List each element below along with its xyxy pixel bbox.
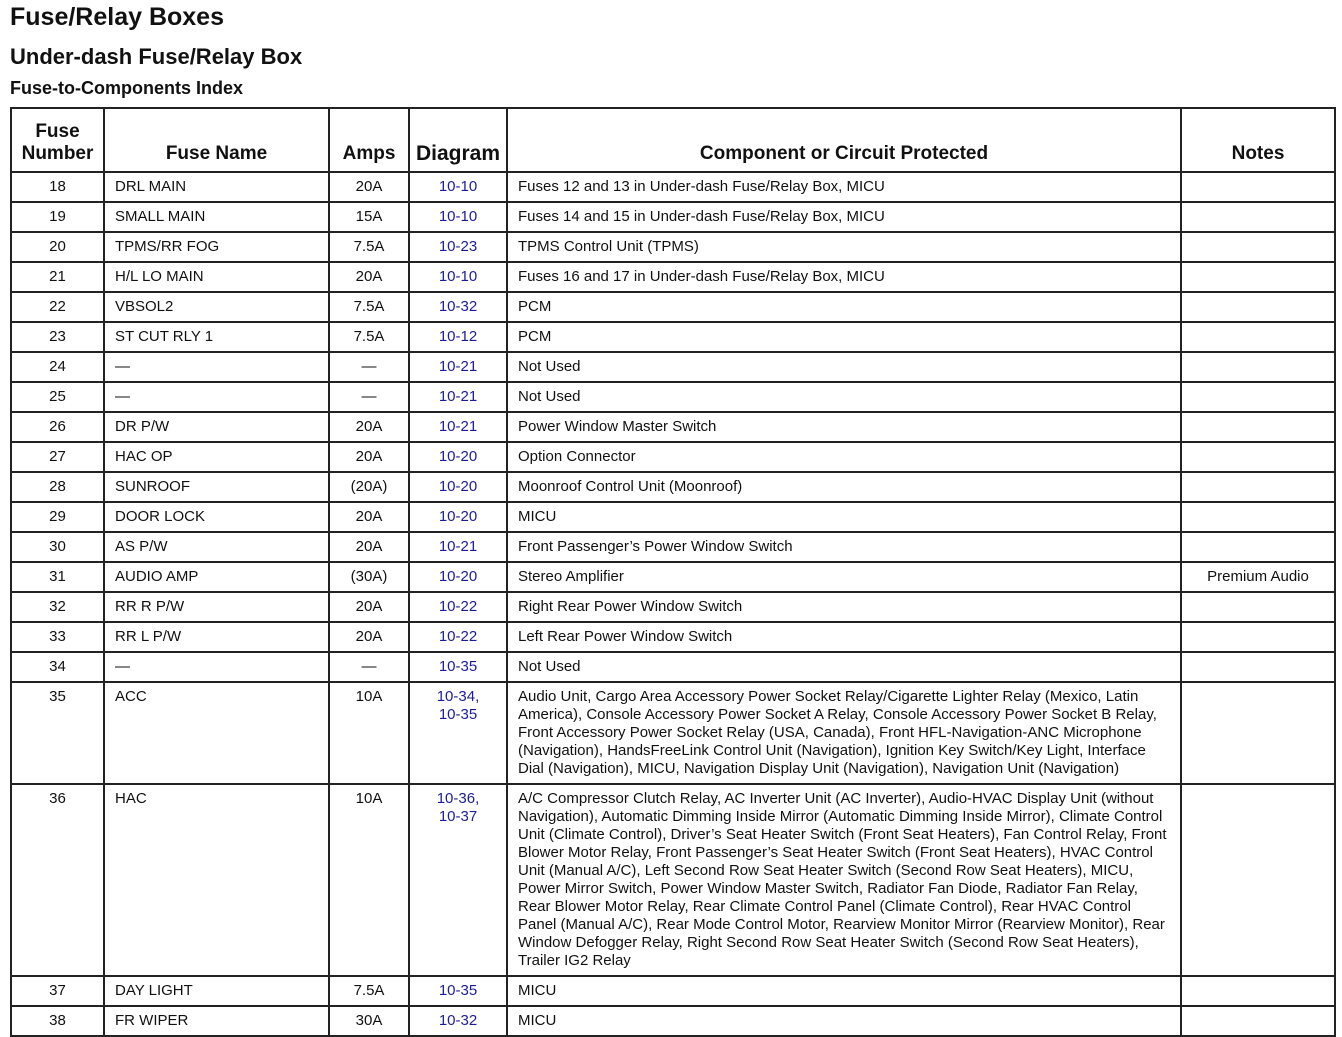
component-cell: Audio Unit, Cargo Area Accessory Power Socket Relay/Cigarette Lighter Relay (Mexico, Latin America), Console Accessory Power Socket A Relay, Console Accessory Power Socket B Relay, Front Accessory Power Socket Relay (USA, Canada), Front HFL-Navigation-ANC Microphone (Navigation), HandsFreeLink Control Unit (Navigation), Ignition Key Switch/Key Light, Interface Dial (Navigation), MICU, Navigation Display Unit (Navigation), Navigation Unit (Navigation) xyxy=(507,682,1181,784)
component-cell: TPMS Control Unit (TPMS) xyxy=(507,232,1181,262)
diagram-link[interactable]: 10-20 xyxy=(409,562,507,592)
table-row xyxy=(11,652,1335,682)
fuse-name-cell: RR R P/W xyxy=(104,592,329,622)
component-cell: Not Used xyxy=(507,352,1181,382)
diagram-link[interactable]: 10-21 xyxy=(409,412,507,442)
diagram-link[interactable]: 10-32 xyxy=(409,1006,507,1036)
diagram-link[interactable]: 10-22 xyxy=(409,592,507,622)
component-cell: Left Rear Power Window Switch xyxy=(507,622,1181,652)
notes-cell xyxy=(1181,202,1335,232)
table-row xyxy=(11,292,1335,322)
notes-cell xyxy=(1181,172,1335,202)
fuse-name-cell: TPMS/RR FOG xyxy=(104,232,329,262)
notes-cell xyxy=(1181,472,1335,502)
notes-cell xyxy=(1181,502,1335,532)
fuse-number-cell: 19 xyxy=(11,202,104,232)
notes-cell xyxy=(1181,232,1335,262)
component-cell: Fuses 12 and 13 in Under-dash Fuse/Relay Box, MICU xyxy=(507,172,1181,202)
notes-cell xyxy=(1181,532,1335,562)
diagram-link[interactable]: 10-21 xyxy=(409,352,507,382)
fuse-name-cell: DOOR LOCK xyxy=(104,502,329,532)
table-row xyxy=(11,1006,1335,1036)
fuse-number-cell: 28 xyxy=(11,472,104,502)
amps-cell: 20A xyxy=(329,592,409,622)
diagram-link[interactable]: 10-36, 10-37 xyxy=(409,784,507,976)
amps-cell: 20A xyxy=(329,502,409,532)
component-cell: Fuses 16 and 17 in Under-dash Fuse/Relay Box, MICU xyxy=(507,262,1181,292)
component-cell: Fuses 14 and 15 in Under-dash Fuse/Relay Box, MICU xyxy=(507,202,1181,232)
fuse-number-cell: 30 xyxy=(11,532,104,562)
fuse-number-cell: 32 xyxy=(11,592,104,622)
diagram-link[interactable]: 10-35 xyxy=(409,976,507,1006)
diagram-link[interactable]: 10-10 xyxy=(409,202,507,232)
diagram-link[interactable]: 10-21 xyxy=(409,382,507,412)
fuse-name-cell: SMALL MAIN xyxy=(104,202,329,232)
diagram-link[interactable]: 10-35 xyxy=(409,652,507,682)
table-row xyxy=(11,232,1335,262)
fuse-name-cell: — xyxy=(104,652,329,682)
fuse-number-cell: 23 xyxy=(11,322,104,352)
amps-cell: 20A xyxy=(329,262,409,292)
notes-cell xyxy=(1181,352,1335,382)
fuse-number-cell: 25 xyxy=(11,382,104,412)
header-fuse-name: Fuse Name xyxy=(104,108,329,172)
fuse-number-cell: 20 xyxy=(11,232,104,262)
amps-cell: 20A xyxy=(329,412,409,442)
fuse-number-cell: 27 xyxy=(11,442,104,472)
fuse-number-cell: 37 xyxy=(11,976,104,1006)
fuse-name-cell: VBSOL2 xyxy=(104,292,329,322)
fuse-index-table xyxy=(10,107,1336,1037)
notes-cell xyxy=(1181,322,1335,352)
amps-cell: 20A xyxy=(329,622,409,652)
fuse-name-cell: HAC xyxy=(104,784,329,976)
component-cell: Power Window Master Switch xyxy=(507,412,1181,442)
diagram-link[interactable]: 10-10 xyxy=(409,172,507,202)
fuse-name-cell: AS P/W xyxy=(104,532,329,562)
amps-cell: 15A xyxy=(329,202,409,232)
notes-cell xyxy=(1181,412,1335,442)
fuse-number-cell: 38 xyxy=(11,1006,104,1036)
section-title: Under-dash Fuse/Relay Box xyxy=(10,44,303,69)
component-cell: A/C Compressor Clutch Relay, AC Inverter Unit (AC Inverter), Audio-HVAC Display Unit (without Navigation), Automatic Dimming Inside Mirror (Automatic Dimming Inside Mirror), Climate Control Unit (Climate Control), Driver’s Seat Heater Switch (Front Seat Heaters), Fan Control Relay, Front Blower Motor Relay, Front Passenger’s Seat Heater Switch (Front Seat Heaters), HVAC Control Unit (Manual A/C), Left Second Row Seat Heater Switch (Second Row Seat Heaters), MICU, Power Mirror Switch, Power Window Master Switch, Radiator Fan Diode, Radiator Fan Relay, Rear Blower Motor Relay, Rear Climate Control Panel (Climate Control), Rear HVAC Control Panel (Manual A/C), Rear Mode Control Motor, Rearview Monitor Mirror (Rearview Monitor), Rear Window Defogger Relay, Right Second Row Seat Heater Switch (Second Row Seat Heaters), Trailer IG2 Relay xyxy=(507,784,1181,976)
table-header-row xyxy=(11,108,1335,172)
header-diagram: Diagram xyxy=(409,108,507,172)
component-cell: PCM xyxy=(507,292,1181,322)
diagram-link[interactable]: 10-34, 10-35 xyxy=(409,682,507,784)
diagram-link[interactable]: 10-12 xyxy=(409,322,507,352)
fuse-name-cell: HAC OP xyxy=(104,442,329,472)
component-cell: MICU xyxy=(507,976,1181,1006)
component-cell: Not Used xyxy=(507,382,1181,412)
table-row xyxy=(11,562,1335,592)
header-component: Component or Circuit Protected xyxy=(507,108,1181,172)
table-row xyxy=(11,502,1335,532)
amps-cell: 7.5A xyxy=(329,976,409,1006)
fuse-name-cell: SUNROOF xyxy=(104,472,329,502)
fuse-name-cell: ST CUT RLY 1 xyxy=(104,322,329,352)
notes-cell xyxy=(1181,784,1335,976)
notes-cell xyxy=(1181,382,1335,412)
fuse-name-cell: FR WIPER xyxy=(104,1006,329,1036)
amps-cell: — xyxy=(329,352,409,382)
diagram-link[interactable]: 10-20 xyxy=(409,442,507,472)
table-row xyxy=(11,382,1335,412)
table-row xyxy=(11,622,1335,652)
table-row xyxy=(11,472,1335,502)
amps-cell: 7.5A xyxy=(329,232,409,262)
fuse-number-cell: 21 xyxy=(11,262,104,292)
fuse-number-cell: 18 xyxy=(11,172,104,202)
notes-cell xyxy=(1181,622,1335,652)
amps-cell: 10A xyxy=(329,784,409,976)
header-amps: Amps xyxy=(329,108,409,172)
table-row xyxy=(11,262,1335,292)
notes-cell xyxy=(1181,976,1335,1006)
fuse-name-cell: DAY LIGHT xyxy=(104,976,329,1006)
diagram-link[interactable]: 10-23 xyxy=(409,232,507,262)
notes-cell xyxy=(1181,1006,1335,1036)
diagram-link[interactable]: 10-32 xyxy=(409,292,507,322)
fuse-number-cell: 35 xyxy=(11,682,104,784)
table-row xyxy=(11,172,1335,202)
fuse-name-cell: DR P/W xyxy=(104,412,329,442)
amps-cell: 30A xyxy=(329,1006,409,1036)
amps-cell: (30A) xyxy=(329,562,409,592)
amps-cell: — xyxy=(329,652,409,682)
component-cell: Stereo Amplifier xyxy=(507,562,1181,592)
notes-cell xyxy=(1181,442,1335,472)
table-row xyxy=(11,352,1335,382)
notes-cell xyxy=(1181,652,1335,682)
amps-cell: — xyxy=(329,382,409,412)
fuse-number-cell: 26 xyxy=(11,412,104,442)
component-cell: MICU xyxy=(507,502,1181,532)
fuse-name-cell: AUDIO AMP xyxy=(104,562,329,592)
diagram-link[interactable]: 10-20 xyxy=(409,502,507,532)
table-row xyxy=(11,592,1335,622)
fuse-number-cell: 29 xyxy=(11,502,104,532)
amps-cell: 20A xyxy=(329,532,409,562)
component-cell: Right Rear Power Window Switch xyxy=(507,592,1181,622)
fuse-name-cell: DRL MAIN xyxy=(104,172,329,202)
subsection-title: Fuse-to-Components Index xyxy=(10,78,243,98)
table-row xyxy=(11,682,1335,784)
amps-cell: 10A xyxy=(329,682,409,784)
diagram-link[interactable]: 10-10 xyxy=(409,262,507,292)
notes-cell xyxy=(1181,292,1335,322)
fuse-name-cell: ACC xyxy=(104,682,329,784)
table-row xyxy=(11,532,1335,562)
fuse-name-cell: — xyxy=(104,382,329,412)
amps-cell: 20A xyxy=(329,442,409,472)
fuse-name-cell: RR L P/W xyxy=(104,622,329,652)
fuse-number-cell: 24 xyxy=(11,352,104,382)
header-notes: Notes xyxy=(1181,108,1335,172)
table-row xyxy=(11,784,1335,976)
fuse-name-cell: H/L LO MAIN xyxy=(104,262,329,292)
page-title: Fuse/Relay Boxes xyxy=(10,3,224,31)
notes-cell xyxy=(1181,262,1335,292)
component-cell: Moonroof Control Unit (Moonroof) xyxy=(507,472,1181,502)
table-row xyxy=(11,412,1335,442)
table-row xyxy=(11,202,1335,232)
component-cell: PCM xyxy=(507,322,1181,352)
diagram-link[interactable]: 10-20 xyxy=(409,472,507,502)
amps-cell: 7.5A xyxy=(329,322,409,352)
component-cell: Not Used xyxy=(507,652,1181,682)
component-cell: MICU xyxy=(507,1006,1181,1036)
fuse-number-cell: 34 xyxy=(11,652,104,682)
notes-cell: Premium Audio xyxy=(1181,562,1335,592)
header-fuse-number: Fuse Number xyxy=(11,108,104,172)
component-cell: Option Connector xyxy=(507,442,1181,472)
fuse-number-cell: 31 xyxy=(11,562,104,592)
component-cell: Front Passenger’s Power Window Switch xyxy=(507,532,1181,562)
diagram-link[interactable]: 10-21 xyxy=(409,532,507,562)
diagram-link[interactable]: 10-22 xyxy=(409,622,507,652)
table-row xyxy=(11,322,1335,352)
notes-cell xyxy=(1181,682,1335,784)
amps-cell: (20A) xyxy=(329,472,409,502)
fuse-number-cell: 22 xyxy=(11,292,104,322)
fuse-number-cell: 36 xyxy=(11,784,104,976)
notes-cell xyxy=(1181,592,1335,622)
amps-cell: 20A xyxy=(329,172,409,202)
fuse-name-cell: — xyxy=(104,352,329,382)
table-row xyxy=(11,442,1335,472)
fuse-number-cell: 33 xyxy=(11,622,104,652)
table-row xyxy=(11,976,1335,1006)
amps-cell: 7.5A xyxy=(329,292,409,322)
